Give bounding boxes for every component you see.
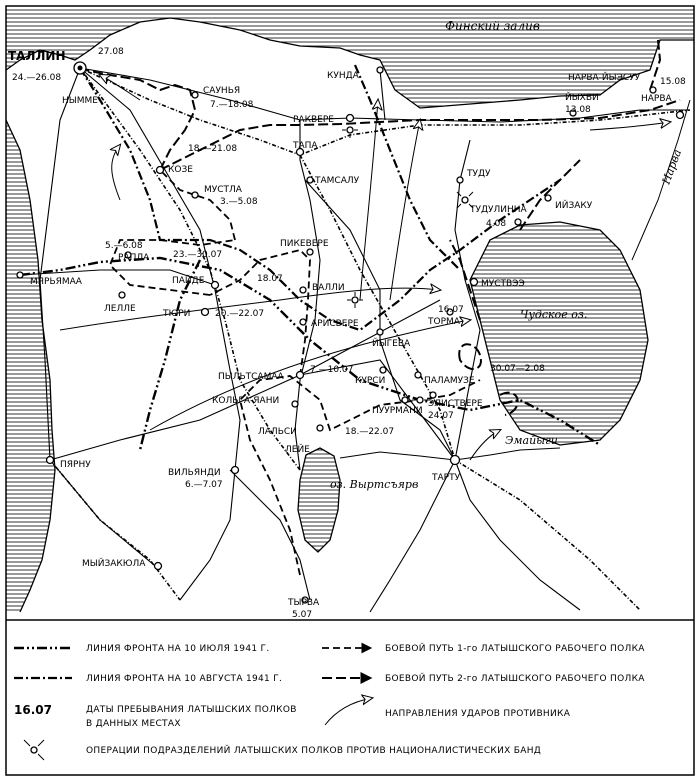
svg-text:18.—21.08: 18.—21.08: [188, 144, 238, 154]
svg-text:13.08: 13.08: [565, 105, 591, 115]
svg-text:ТОРМА: ТОРМА: [428, 317, 460, 327]
emajogi-label: Эмайыги: [505, 434, 558, 447]
legend-route-1: БОЕВОЙ ПУТЬ 1-го ЛАТЫШСКОГО РАБОЧЕГО ПОЛКА: [385, 644, 645, 654]
svg-text:7.—10.07: 7.—10.07: [310, 365, 354, 375]
narva-river-label: Нарва: [659, 147, 685, 187]
svg-text:КОЗЕ: КОЗЕ: [168, 165, 193, 175]
svg-text:ТЮРИ: ТЮРИ: [163, 309, 191, 319]
svg-text:ТАМСАЛУ: ТАМСАЛУ: [315, 176, 360, 186]
svg-text:ПЫЛЬТСАМАА: ПЫЛЬТСАМАА: [218, 372, 284, 382]
svg-text:ПАЛАМУЗЕ: ПАЛАМУЗЕ: [424, 376, 475, 386]
svg-text:КОЛЬГА-ЯАНИ: КОЛЬГА-ЯАНИ: [212, 396, 280, 406]
legend-date-sample: 16.07: [14, 703, 52, 717]
svg-text:18.—22.07: 18.—22.07: [345, 427, 395, 437]
legend-dates-2: В ДАННЫХ МЕСТАХ: [86, 719, 181, 729]
svg-text:КУНДА: КУНДА: [327, 71, 359, 81]
svg-text:АРИСВЕРЕ: АРИСВЕРЕ: [311, 319, 359, 329]
svg-text:ТЫРВА: ТЫРВА: [288, 598, 320, 608]
svg-text:ПУУРМАНИ: ПУУРМАНИ: [372, 406, 423, 416]
lake-vortsjarv: [298, 448, 418, 552]
svg-text:18.07: 18.07: [257, 274, 283, 284]
lake-peipus: [470, 222, 648, 445]
svg-text:7.—18.08: 7.—18.08: [210, 100, 254, 110]
route-2nd-regiment: [85, 70, 195, 170]
svg-text:ТУДУ: ТУДУ: [467, 169, 491, 179]
svg-text:САУНЬЯ: САУНЬЯ: [203, 86, 241, 96]
svg-text:ТАРТУ: ТАРТУ: [432, 473, 461, 483]
vortsjarv-label: оз. Выртсъярв: [330, 478, 419, 491]
svg-text:ЙЫГЕВА: ЙЫГЕВА: [372, 339, 411, 349]
operations-markers: [342, 127, 473, 403]
svg-text:24.07: 24.07: [428, 411, 454, 421]
label-tallinn: ТАЛЛИН: [8, 49, 66, 63]
svg-text:4.08: 4.08: [486, 219, 507, 229]
svg-text:МЯРЬЯМАА: МЯРЬЯМАА: [30, 277, 82, 287]
svg-text:27.08: 27.08: [98, 47, 124, 57]
svg-text:23.—30.07: 23.—30.07: [173, 250, 223, 260]
svg-text:ПИКЕВЕРЕ: ПИКЕВЕРЕ: [280, 239, 329, 249]
svg-text:5.—6.08: 5.—6.08: [105, 241, 143, 251]
svg-text:ЭЛИСТВЕРЕ: ЭЛИСТВЕРЕ: [428, 399, 483, 409]
west-sea: [6, 120, 55, 612]
svg-text:24.—26.08: 24.—26.08: [12, 73, 62, 83]
svg-text:3.—5.08: 3.—5.08: [220, 197, 258, 207]
svg-text:20.—22.07: 20.—22.07: [215, 309, 265, 319]
svg-text:МЫЙЗАКЮЛА: МЫЙЗАКЮЛА: [82, 559, 146, 569]
svg-text:НЫММЕ: НЫММЕ: [62, 96, 98, 106]
gulf-label: Финский залив: [445, 19, 540, 33]
svg-text:МУСТЛА: МУСТЛА: [204, 185, 242, 195]
svg-text:30.07—2.08: 30.07—2.08: [490, 364, 545, 374]
svg-text:ЛАЛЬСИ: ЛАЛЬСИ: [258, 427, 297, 437]
legend-route-2: БОЕВОЙ ПУТЬ 2-го ЛАТЫШСКОГО РАБОЧЕГО ПОЛКА: [385, 674, 645, 684]
legend-front-aug: ЛИНИЯ ФРОНТА НА 10 АВГУСТА 1941 Г.: [86, 674, 283, 684]
svg-text:ЙЫХВИ: ЙЫХВИ: [565, 93, 599, 103]
svg-text:РАПЛА: РАПЛА: [118, 253, 150, 263]
svg-text:ВАЛЛИ: ВАЛЛИ: [312, 283, 345, 293]
svg-text:РАКВЕРЕ: РАКВЕРЕ: [293, 115, 334, 125]
svg-text:НАРВА-ЙЫЭСУУ: НАРВА-ЙЫЭСУУ: [568, 73, 641, 83]
svg-text:ЛЕЙЕ: ЛЕЙЕ: [285, 445, 310, 455]
svg-text:ПАЙДЕ: ПАЙДЕ: [172, 276, 205, 286]
legend-enemy: НАПРАВЛЕНИЯ УДАРОВ ПРОТИВНИКА: [385, 709, 571, 719]
svg-text:ТАПА: ТАПА: [293, 141, 318, 151]
svg-text:16.07: 16.07: [438, 305, 464, 315]
svg-text:5.07: 5.07: [292, 610, 313, 620]
svg-text:МУСТВЭЭ: МУСТВЭЭ: [481, 279, 525, 289]
legend: [14, 642, 645, 760]
legend-front-july: ЛИНИЯ ФРОНТА НА 10 ИЮЛЯ 1941 Г.: [86, 644, 270, 654]
svg-text:ТУДУЛИННА: ТУДУЛИННА: [470, 205, 527, 215]
svg-text:КУРСИ: КУРСИ: [355, 376, 386, 386]
svg-text:НАРВА: НАРВА: [641, 94, 672, 104]
legend-dates-1: ДАТЫ ПРЕБЫВАНИЯ ЛАТЫШСКИХ ПОЛКОВ: [86, 705, 297, 715]
svg-text:15.08: 15.08: [660, 77, 686, 87]
palamuse-loop: [459, 344, 481, 369]
svg-text:6.—7.07: 6.—7.07: [185, 480, 223, 490]
svg-text:ЛЕЛЛЕ: ЛЕЛЛЕ: [104, 304, 136, 314]
svg-text:ПЯРНУ: ПЯРНУ: [60, 460, 91, 470]
svg-text:ВИЛЬЯНДИ: ВИЛЬЯНДИ: [168, 468, 221, 478]
peipus-label: Чудское оз.: [520, 308, 588, 321]
legend-operations: ОПЕРАЦИИ ПОДРАЗДЕЛЕНИЙ ЛАТЫШСКИХ ПОЛКОВ ПРОТИВ НАЦИОНАЛИСТИЧЕСКИХ БАНД: [86, 746, 542, 756]
svg-text:ИЙЗАКУ: ИЙЗАКУ: [555, 201, 593, 211]
